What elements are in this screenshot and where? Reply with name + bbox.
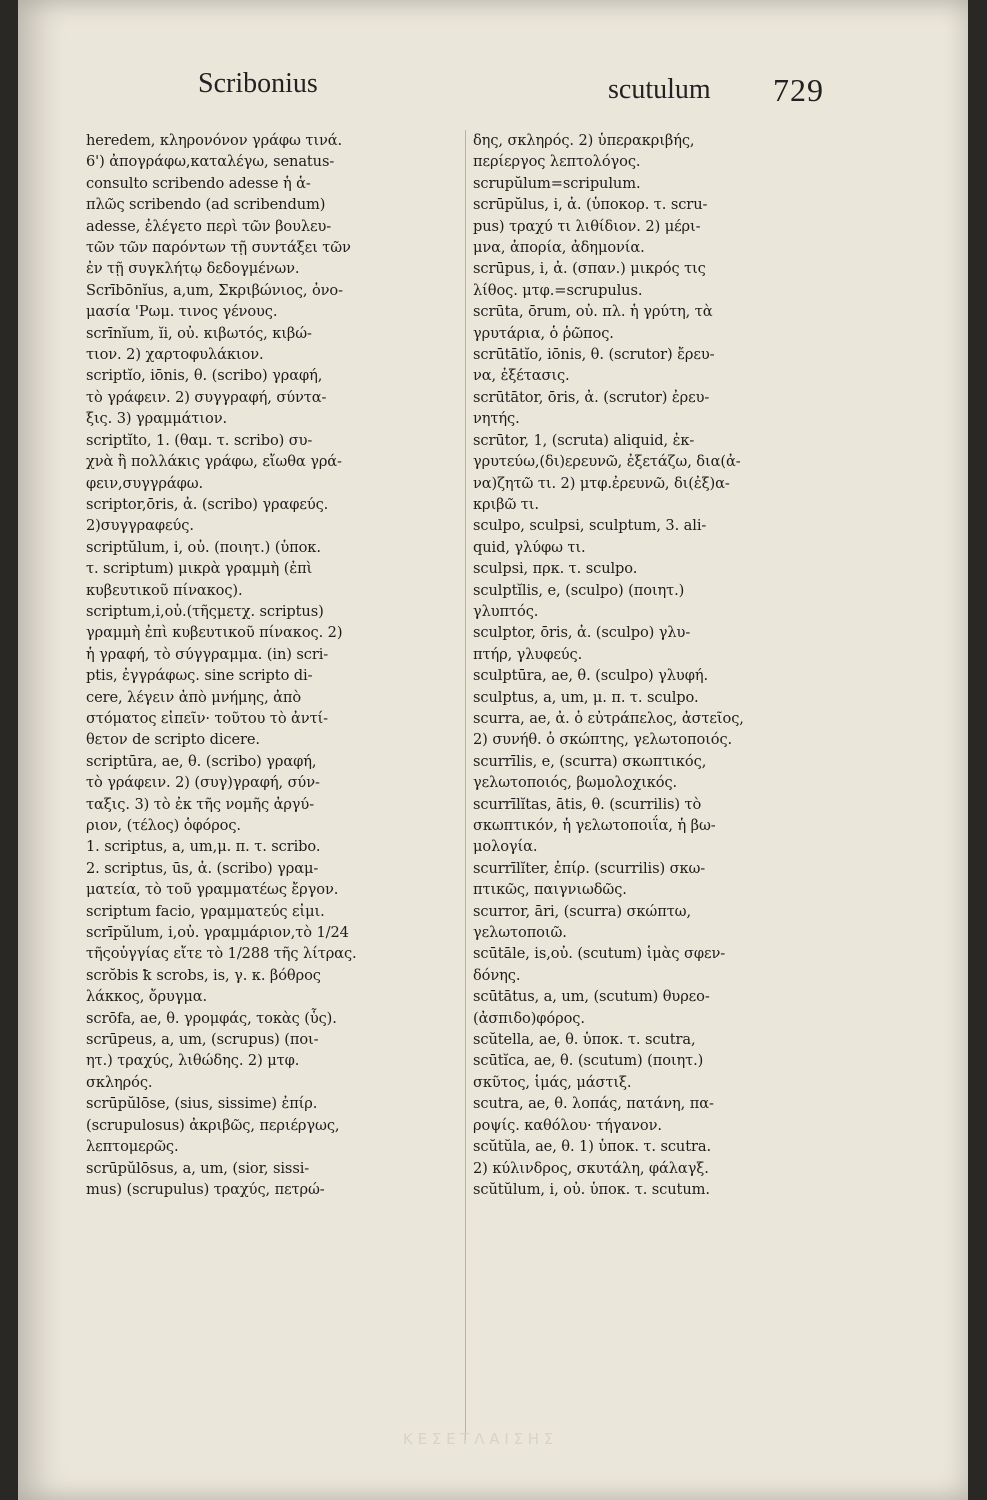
right-column-line: 2) συνήθ. ὁ σκώπτης, γελωτοποιός. xyxy=(473,731,733,749)
left-column-line: κυβευτικοῦ πίνακος). xyxy=(86,581,243,599)
right-column-line: 2) κύλινδρος, σκυτάλη, φάλαγξ. xyxy=(473,1159,709,1177)
left-column-line: scriptor,ōris, ἀ. (scribo) γραφεύς. xyxy=(86,495,329,513)
right-column-line: scrūtātĭo, iōnis, θ. (scrutor) ἔρευ- xyxy=(473,346,715,364)
right-column-line: scrūtor, 1, (scruta) aliquid, ἐκ- xyxy=(473,431,695,449)
right-column-line: scūtĭca, ae, θ. (scutum) (ποιητ.) xyxy=(473,1052,704,1070)
left-column-line: ἡ γραφή, τὸ σύγγραμμα. (in) scri- xyxy=(86,645,329,663)
left-column-line: 2)συγγραφεύς. xyxy=(86,517,194,535)
right-column-line: πτήρ, γλυφεύς. xyxy=(473,645,583,663)
left-column-line: Scrībōnĭus, a,um, Σκριβώνιος, ὀνο- xyxy=(86,281,343,299)
header-left-guide-word: Scribonius xyxy=(198,68,318,99)
left-column-line: 6') ἀπογράφω,καταλέγω, senatus- xyxy=(86,153,335,171)
right-column xyxy=(473,130,843,1200)
left-column-line: τῶν τῶν παρόντων τῇ συντάξει τῶν xyxy=(86,239,351,257)
watermark: Κ Ε Σ Ε Τ Λ Α Ι Σ Η Σ xyxy=(403,1430,554,1448)
left-column-line: scrīpŭlum, i,οὐ. γραμμάριον,τὸ 1/24 xyxy=(86,924,349,942)
left-column-line: ptis, ἐγγράφως. sine scripto di- xyxy=(86,667,313,685)
left-column-line: adesse, ἐλέγετο περὶ τῶν βουλευ- xyxy=(86,217,332,235)
right-column-line: scūtāle, is,οὐ. (scutum) ἱμὰς σφεν- xyxy=(473,945,726,963)
right-column-line: quid, γλύφω τι. xyxy=(473,538,586,556)
left-column-line: scriptĭo, iōnis, θ. (scribo) γραφή, xyxy=(86,367,323,385)
right-column-line: μνα, ἀπορία, ἀδημονία. xyxy=(473,239,645,257)
column-divider xyxy=(465,130,466,1440)
left-column-line: (scrupulosus) ἀκριβῶς, περιέργως, xyxy=(86,1116,340,1134)
right-column-line: γρυτάρια, ὁ ῥῶπος. xyxy=(473,324,614,342)
left-column-line: τ. scriptum) μικρὰ γραμμὴ (ἐπὶ xyxy=(86,560,313,578)
left-column-line: τῆςοὐγγίας εἴτε τὸ 1/288 τῆς λίτρας. xyxy=(86,945,357,963)
right-column-line: scrūtātor, ōris, ἀ. (scrutor) ἐρευ- xyxy=(473,388,710,406)
left-column-line: μασία 'Ρωμ. τινος γένους. xyxy=(86,303,278,321)
left-column-line: ματεία, τὸ τοῦ γραμματέως ἔργον. xyxy=(86,881,339,899)
left-column-line: ριον, (τέλος) ὁφόρος. xyxy=(86,817,241,834)
left-column-line: consulto scribendo adesse ἡ ἁ- xyxy=(86,174,311,192)
left-column-line: scriptum,i,οὐ.(τῆςμετχ. scriptus) xyxy=(86,602,324,620)
left-column-line: 1. scriptus, a, um,μ. π. τ. scribo. xyxy=(86,838,321,856)
right-column-line: scurrīlĭter, ἐπίρ. (scurrilis) σκω- xyxy=(473,859,706,877)
left-column-line: φειν,συγγράφω. xyxy=(86,474,204,492)
left-column-line: θετον de scripto dicere. xyxy=(86,731,260,749)
left-column-line: πλῶς scribendo (ad scribendum) xyxy=(86,196,326,214)
right-column-line: (ἀσπιδο)φόρος. xyxy=(473,1009,585,1027)
right-column-line: sculptūra, ae, θ. (sculpo) γλυφή. xyxy=(473,667,708,685)
header-right-guide-word: scutulum xyxy=(608,74,711,105)
right-column-line: γρυτεύω,(δι)ερευνῶ, ἐξετάζω, δια(ἀ- xyxy=(473,453,741,471)
left-column-line: λάκκος, ὄρυγμα. xyxy=(86,988,208,1006)
right-column-line: sculpsi, πρκ. τ. sculpo. xyxy=(473,560,638,578)
right-column-line: λίθος. μτφ.=scrupulus. xyxy=(473,281,643,299)
right-column-line: μολογία. xyxy=(473,838,538,856)
left-column-line: ταξις. 3) τὸ ἐκ τῆς νομῆς ἀργύ- xyxy=(86,795,315,813)
left-column-line: scrūpŭlōsus, a, um, (sior, sissi- xyxy=(86,1159,310,1177)
right-column-line: scrupŭlum=scripulum. xyxy=(473,174,641,192)
left-column-line: χνὰ ἢ πολλάκις γράφω, εἴωθα γρά- xyxy=(86,453,342,471)
left-column-line: λεπτομερῶς. xyxy=(86,1138,179,1156)
left-column-line: σκληρός. xyxy=(86,1073,153,1091)
right-column-line: sculptĭlis, e, (sculpo) (ποιητ.) xyxy=(473,581,685,599)
right-column-line: να)ζητῶ τι. 2) μτφ.ἐρευνῶ, δι(ἐξ)α- xyxy=(473,474,730,492)
right-column-line: scurror, āri, (scurra) σκώπτω, xyxy=(473,902,692,920)
right-column-line: scūtātus, a, um, (scutum) θυρεο- xyxy=(473,988,710,1006)
left-column-line: ξις. 3) γραμμάτιον. xyxy=(86,410,228,428)
page-header xyxy=(18,68,968,118)
right-column-line: sculptus, a, um, μ. π. τ. sculpo. xyxy=(473,688,699,706)
right-column-line: sculptor, ōris, ἀ. (sculpo) γλυ- xyxy=(473,624,691,642)
left-column xyxy=(86,130,456,1200)
left-column-line: 2. scriptus, ūs, ἀ. (scribo) γραμ- xyxy=(86,859,319,877)
right-column-line: scŭtŭla, ae, θ. 1) ὑποκ. τ. scutra. xyxy=(473,1138,712,1156)
right-column-line: γελωτοποιός, βωμολοχικός. xyxy=(473,774,678,792)
left-column-line: cere, λέγειν ἀπὸ μνήμης, ἀπὸ xyxy=(86,688,302,706)
left-column-line: scrīnĭum, ĭi, οὐ. κιβωτός, κιβώ- xyxy=(86,324,312,342)
right-column-line: scŭtŭlum, i, οὐ. ὑποκ. τ. scutum. xyxy=(473,1180,710,1198)
left-column-line: ητ.) τραχύς, λιθώδης. 2) μτφ. xyxy=(86,1052,300,1070)
left-column-line: γραμμὴ ἐπὶ κυβευτικοῦ πίνακος. 2) xyxy=(86,624,343,642)
right-column-line: scurra, ae, ἀ. ὁ εὐτράπελος, ἀστεῖος, xyxy=(473,709,744,727)
right-column-line: σκωπτικόν, ἡ γελωτοποιΐα, ἡ βω- xyxy=(473,817,716,834)
left-column-line: scrōfa, ae, θ. γρομφάς, τοκὰς (ὗς). xyxy=(86,1009,337,1027)
left-column-line: mus) (scrupulus) τραχύς, πετρώ- xyxy=(86,1180,325,1198)
left-column-line: τιον. 2) χαρτοφυλάκιον. xyxy=(86,346,264,364)
right-column-line: γελωτοποιῶ. xyxy=(473,924,567,942)
right-column-line: περίεργος λεπτολόγος. xyxy=(473,153,641,171)
dictionary-page xyxy=(18,0,968,1500)
left-column-line: scriptūra, ae, θ. (scribo) γραφή, xyxy=(86,752,317,770)
left-column-line: ἐν τῇ συγκλήτῳ δεδογμένων. xyxy=(86,260,300,278)
left-column-line: τὸ γράφειν. 2) (συγ)γραφή, σύν- xyxy=(86,774,320,792)
right-column-line: scŭtella, ae, θ. ὑποκ. τ. scutra, xyxy=(473,1031,696,1049)
left-column-line: heredem, κληρονόνον γράφω τινά. xyxy=(86,132,343,149)
left-column-line: scriptŭlum, i, οὐ. (ποιητ.) (ὑποκ. xyxy=(86,538,321,556)
right-column-line: scrūta, ōrum, οὐ. πλ. ἡ γρύτη, τὰ xyxy=(473,303,713,321)
right-column-line: scutra, ae, θ. λοπάς, πατάνη, πα- xyxy=(473,1095,714,1113)
left-column-line: τὸ γράφειν. 2) συγγραφή, σύντα- xyxy=(86,388,327,406)
right-column-line: scurrīlis, e, (scurra) σκωπτικός, xyxy=(473,752,707,770)
left-column-line: scriptum facio, γραμματεύς εἰμι. xyxy=(86,902,325,920)
right-column-line: scurrīlĭtas, ātis, θ. (scurrilis) τὸ xyxy=(473,795,702,813)
right-column-line: scrūpŭlus, i, ἀ. (ὑποκορ. τ. scru- xyxy=(473,196,708,214)
right-column-line: sculpo, sculpsi, sculptum, 3. ali- xyxy=(473,517,707,535)
right-column-line: δης, σκληρός. 2) ὑπερακριβής, xyxy=(473,132,695,149)
right-column-line: ροψίς. καθόλου· τήγανον. xyxy=(473,1116,662,1134)
right-column-line: κριβῶ τι. xyxy=(473,495,539,513)
right-column-line: να, ἐξέτασις. xyxy=(473,367,570,385)
left-column-line: scrŏbis ꝁ scrobs, is, γ. κ. βόθρος xyxy=(86,966,321,984)
left-column-line: scriptĭto, 1. (θαμ. τ. scribo) συ- xyxy=(86,431,313,449)
right-column-line: σκῦτος, ἱμάς, μάστιξ. xyxy=(473,1073,632,1091)
page-number: 729 xyxy=(773,72,824,108)
right-column-line: δόνης. xyxy=(473,966,521,984)
right-column-line: πτικῶς, παιγνιωδῶς. xyxy=(473,881,627,899)
right-column-line: scrūpus, i, ἀ. (σπαν.) μικρός τις xyxy=(473,260,706,278)
right-column-line: pus) τραχύ τι λιθίδιον. 2) μέρι- xyxy=(473,217,701,235)
left-column-line: στόματος εἰπεῖν· τοῦτου τὸ ἀντί- xyxy=(86,709,328,727)
left-column-line: scrūpeus, a, um, (scrupus) (ποι- xyxy=(86,1031,319,1049)
right-column-line: γλυπτός. xyxy=(473,602,539,620)
right-column-line: νητής. xyxy=(473,410,520,428)
left-column-line: scrūpŭlōse, (sius, sissime) ἐπίρ. xyxy=(86,1095,318,1113)
